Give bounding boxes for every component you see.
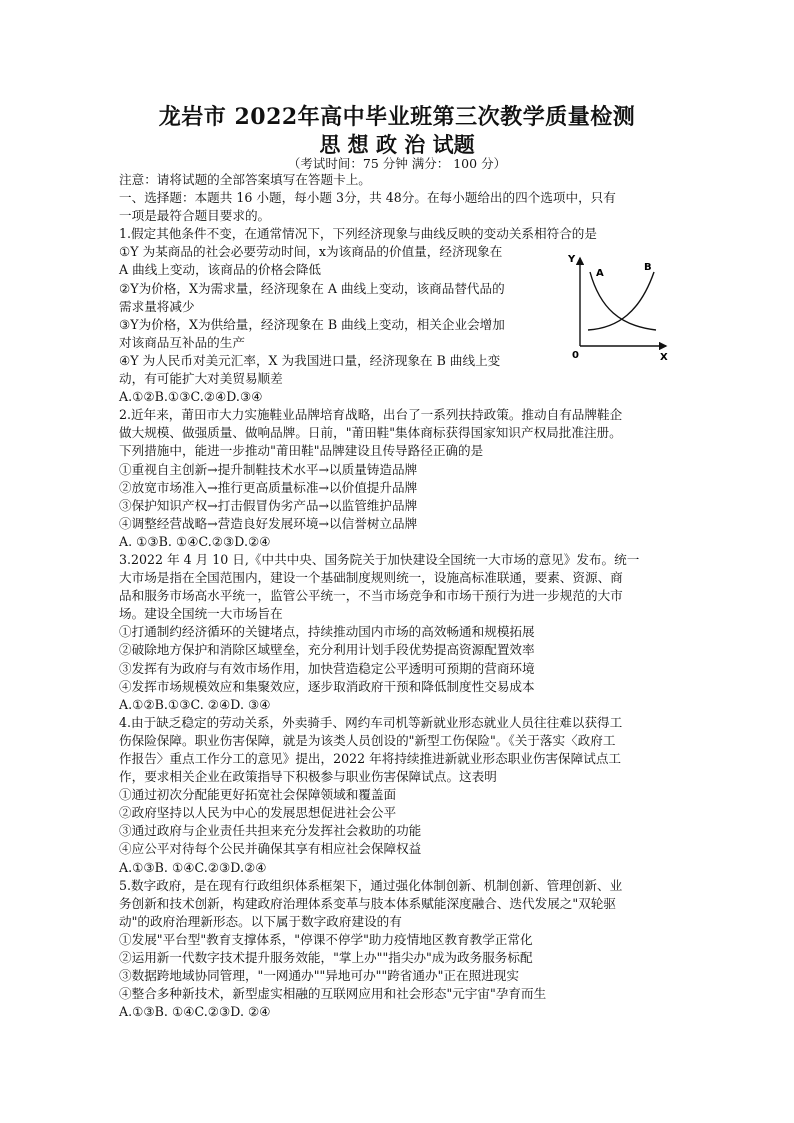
q1-line: A 曲线上变动，该商品的价格会降低 [119,262,322,278]
q1-line: 需求量将减少 [119,298,195,314]
q4-stem-line: 伤保险保障。职业伤害保障，就是为该类人员创设的"新型工伤保险"。《关于落实〈政府工 [119,732,616,748]
q1-curve-graph [562,250,674,362]
q5-stem-line: 务创新和技术创新，构建政府治理体系变革与肢本体系赋能深度融合、迭代发展之"双轮驱 [119,895,616,911]
q2-option: ①重视自主创新→提升制鞋技术水平→以质量铸造品牌 [119,461,418,477]
q2-option: ④调整经营战略→营造良好发展环境→以信誉树立品牌 [119,515,418,531]
q3-option: ③发挥有为政府与有效市场作用，加快营造稳定公平透明可预期的营商环境 [119,660,535,676]
q3-stem-line: 品和服务市场高水平统一，监管公平统一，不当市场竞争和市场干预行为进一步规范的大市 [119,588,623,604]
q4-option: ④应公平对待每个公民并确保其享有相应社会保障权益 [119,841,422,857]
q1-line: 动，有可能扩大对美贸易顺差 [119,371,283,387]
q2-option: ②放宽市场准入→推行更高质量标准→以价值提升品牌 [119,479,418,495]
q4-option: ①通过初次分配能更好拓宽社会保障领域和覆盖面 [119,787,397,803]
q3-option: ④发挥市场规模效应和集聚效应，逐步取消政府干预和降低制度性交易成本 [119,678,535,694]
q2-stem-line: 做大规模、做强质量、做响品牌。日前，"莆田鞋"集体商标获得国家知识产权局批准注册。 [119,425,622,441]
y-axis-label: Y [568,254,576,265]
curve-a-label: A [596,268,604,279]
q5-option: ④整合多种新技术，新型虚实相融的互联网应用和社会形态"元宇宙"孕育而生 [119,986,547,1002]
q3-option: ①打通制约经济循环的关键堵点，持续推动国内市场的高效畅通和规模拓展 [119,624,535,640]
x-axis-label: X [660,352,668,362]
q1-options [119,243,566,388]
q4-stem-line: 作，要求相关企业在政策指导下积极参与职业伤害保障试点。这表明 [119,769,497,785]
q5-stem-line: 动"的政府治理新形态。以下属于数字政府建设的有 [119,913,402,929]
q5-answers: A.①③B. ①④C.②③D. ②④ [119,1004,271,1020]
q1-line: ④Y 为人民币对美元汇率，X 为我国进口量，经济现象在 B 曲线上变 [119,352,501,368]
q1-stem: 1.假定其他条件不变，在通常情况下，下列经济现象与曲线反映的变动关系相符合的是 [119,226,597,242]
q4-option: ③通过政府与企业责任共担来充分发挥社会救助的功能 [119,823,422,839]
q5-stem-line: 5.数字政府，是在现有行政组织体系框架下，通过强化体制创新、机制创新、管理创新、业 [119,877,623,893]
q5-option: ②运用新一代数字技术提升服务效能，"掌上办""指尖办"成为政务服务标配 [119,950,533,966]
q2-answers: A. ①③B. ①④C.②③D.②④ [119,533,271,549]
notice: 注意：请将试题的全部答案填写在答题卡上。 [119,172,371,187]
q5-option: ③数据跨地域协同管理，"一网通办""异地可办""跨省通办"正在照进现实 [119,968,519,984]
q3-option: ②破除地方保护和消除区域壁垒，充分利用计划手段优势提高资源配置效率 [119,642,535,658]
q3-stem-line: 场。建设全国统一大市场旨在 [119,606,283,622]
section-instruction-line-2: 一项是最符合题目要求的。 [119,208,271,224]
q4-stem-line: 作报告〉重点工作分工的意见》提出，2022 年将持续推进新就业形态职业伤害保障试点工 [119,751,622,766]
q3-stem-line: 大市场是指在全国范围内，建设一个基础制度规则统一，设施高标准联通，要素、资源、商 [119,570,623,586]
curve-a [590,272,656,330]
exam-info: （考试时间：75 分钟 满分： 100 分） [287,156,507,171]
q2-option: ③保护知识产权→打击假冒伪劣产品→以监管维护品牌 [119,497,418,513]
q1-line: ②Y为价格，X为需求量，经济现象在 A 曲线上变动，该商品替代品的 [119,280,505,296]
q4-option: ②政府坚持以人民为中心的发展思想促进社会公平 [119,805,397,821]
q1-line: ①Y 为某商品的社会必要劳动时间，x为该商品的价值量，经济现象在 [119,244,503,260]
curve-b-label: B [644,262,652,273]
q2-stem-line: 下列措施中，能进一步推动"莆田鞋"品牌建设且传导路径正确的是 [119,443,484,459]
q2-stem-line: 2.近年来，莆田市大力实施鞋业品牌培育战略，出台了一系列扶持政策。推动自有品牌鞋企 [119,407,623,423]
q5-option: ①发展"平台型"教育支撑体系，"停课不停学"助力疫情地区教育教学正常化 [119,931,533,947]
curve-b [588,272,654,330]
exam-title: 龙岩市 2022年高中毕业班第三次教学质量检测 [158,104,636,130]
q4-stem-line: 4.由于缺乏稳定的劳动关系，外卖骑手、网约车司机等新就业形态就业人员往往难以获得工 [119,714,623,730]
subject-title: 思 想 政 治 试题 [319,132,475,157]
q1-answers: A.①②B.①③C.②④D.③④ [119,389,263,405]
q1-line: ③Y为价格，X为供给量，经济现象在 B 曲线上变动，相关企业会增加 [119,316,505,332]
q4-answers: A.①③B. ①④C.②③D.②④ [119,859,267,875]
q3-stem-line: 3.2022 年 4 月 10 日,《中共中央、国务院关于加快建设全国统一大市场的意见》发布。统一 [119,551,640,567]
section-instruction-line-1: 一、选择题：本题共 16 小题，每小题 3分，共 48分。在每小题给出的四个选项中，只有 [119,190,616,206]
q1-line: 对该商品互补品的生产 [119,334,245,350]
origin-label: 0 [572,350,579,361]
q3-answers: A.①②B.①③C. ②④D. ③④ [119,696,271,712]
